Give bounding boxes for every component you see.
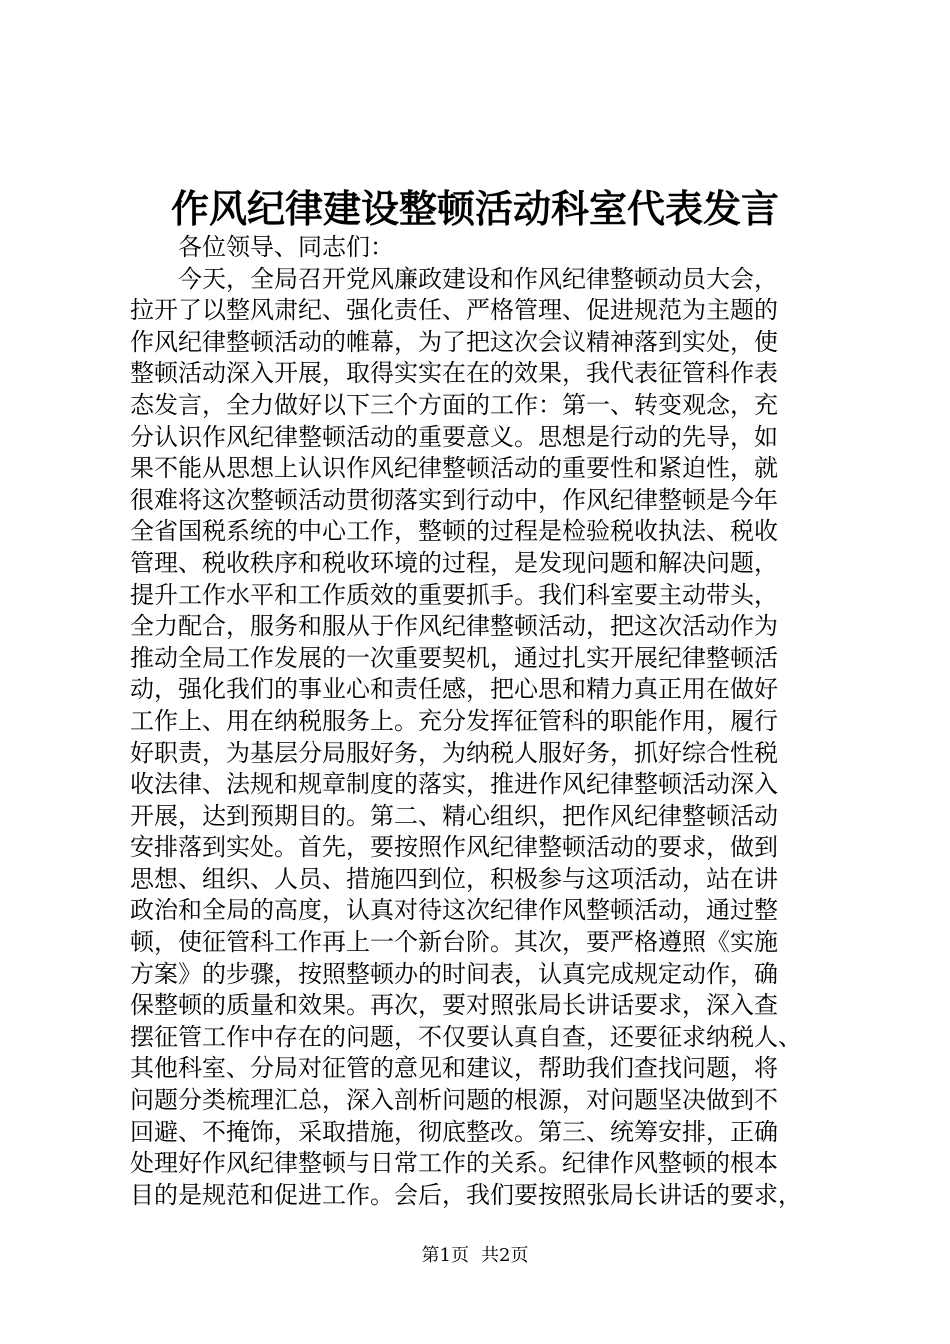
paragraph-line: 果不能从思想上认识作风纪律整顿活动的重要性和紧迫性，就: [130, 454, 778, 483]
paragraph-line: 管理、税收秩序和税收环境的过程，是发现问题和解决问题，: [130, 548, 778, 577]
page-footer: [0, 1244, 950, 1268]
paragraph-line: 全力配合，服务和服从于作风纪律整顿活动，把这次活动作为: [130, 612, 778, 641]
paragraph-line: 今天，全局召开党风廉政建设和作风纪律整顿动员大会，: [178, 264, 778, 293]
salutation-line: 各位领导、同志们：: [178, 233, 394, 261]
paragraph-line: 动，强化我们的事业心和责任感，把心思和精力真正用在做好: [130, 675, 778, 704]
document-title: 作风纪律建设整顿活动科室代表发言: [170, 186, 779, 231]
paragraph-line: 保整顿的质量和效果。再次，要对照张局长讲话要求，深入查: [130, 991, 778, 1020]
paragraph-line: 方案》的步骤，按照整顿办的时间表，认真完成规定动作，确: [130, 959, 778, 988]
page-number-total: 共2页: [481, 1245, 529, 1266]
paragraph-line: 拉开了以整风肃纪、强化责任、严格管理、促进规范为主题的: [130, 296, 778, 325]
paragraph-line: 作风纪律整顿活动的帷幕，为了把这次会议精神落到实处，使: [130, 327, 778, 356]
paragraph-line: 工作上、用在纳税服务上。充分发挥征管科的职能作用，履行: [130, 706, 778, 735]
paragraph-line: 安排落到实处。首先，要按照作风纪律整顿活动的要求，做到: [130, 833, 778, 862]
document-body: [130, 232, 835, 1211]
paragraph-line: 回避、不掩饰，采取措施，彻底整改。第三、统筹安排，正确: [130, 1117, 778, 1146]
paragraph-line: 其他科室、分局对征管的意见和建议，帮助我们查找问题，将: [130, 1054, 778, 1083]
paragraph-line: 政治和全局的高度，认真对待这次纪律作风整顿活动，通过整: [130, 896, 778, 925]
paragraph-line: 分认识作风纪律整顿活动的重要意义。思想是行动的先导，如: [130, 422, 778, 451]
paragraph-line: 收法律、法规和规章制度的落实，推进作风纪律整顿活动深入: [130, 770, 778, 799]
paragraph-line: 问题分类梳理汇总，深入剖析问题的根源，对问题坚决做到不: [130, 1086, 778, 1115]
paragraph-line: 提升工作水平和工作质效的重要抓手。我们科室要主动带头，: [130, 580, 778, 609]
paragraph-line: 整顿活动深入开展，取得实实在在的效果，我代表征管科作表: [130, 359, 778, 388]
paragraph-line: 全省国税系统的中心工作，整顿的过程是检验税收执法、税收: [130, 517, 778, 546]
paragraph-line: 思想、组织、人员、措施四到位，积极参与这项活动，站在讲: [130, 864, 778, 893]
paragraph-line: 目的是规范和促进工作。会后，我们要按照张局长讲话的要求，: [130, 1180, 802, 1209]
paragraph-line: 顿，使征管科工作再上一个新台阶。其次，要严格遵照《实施: [130, 928, 778, 957]
paragraph-line: 态发言，全力做好以下三个方面的工作：第一、转变观念，充: [130, 390, 778, 419]
paragraph-line: 摆征管工作中存在的问题，不仅要认真自查，还要征求纳税人、: [130, 1022, 802, 1051]
paragraph-line: 很难将这次整顿活动贯彻落实到行动中，作风纪律整顿是今年: [130, 485, 778, 514]
paragraph-line: 好职责，为基层分局服好务，为纳税人服好务，抓好综合性税: [130, 738, 778, 767]
page-number-current: 第1页: [421, 1245, 469, 1266]
paragraph-line: 开展，达到预期目的。第二、精心组织，把作风纪律整顿活动: [130, 801, 778, 830]
paragraph-line: 处理好作风纪律整顿与日常工作的关系。纪律作风整顿的根本: [130, 1149, 778, 1178]
paragraph-line: 推动全局工作发展的一次重要契机，通过扎实开展纪律整顿活: [130, 643, 778, 672]
